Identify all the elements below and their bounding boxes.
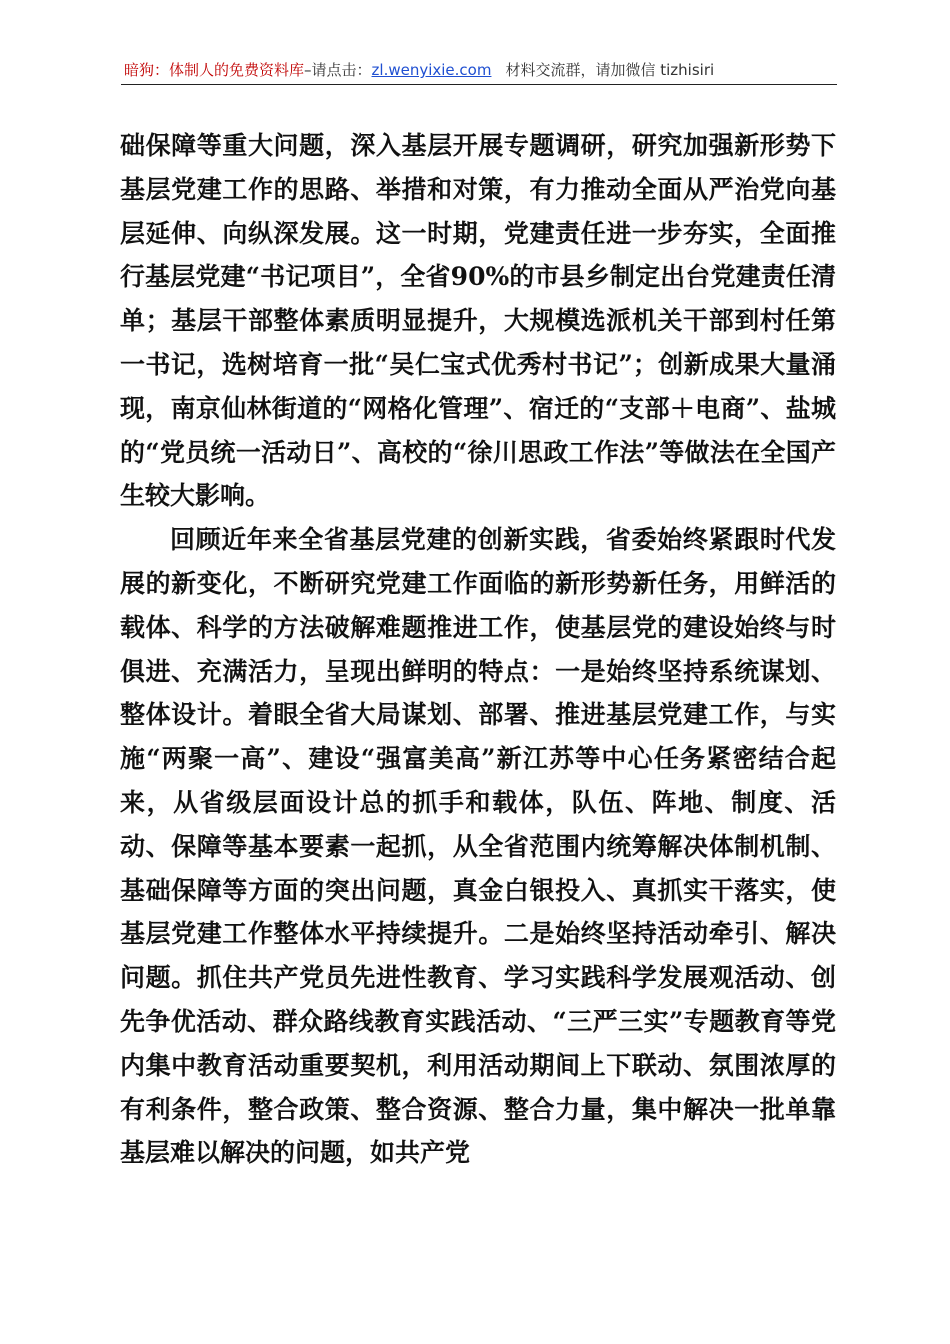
header-link[interactable]: zl.wenyixie.com — [371, 61, 492, 79]
header-prompt: –请点击： — [304, 61, 372, 79]
header-wechat: 材料交流群，请加微信 tizhisiri — [505, 61, 715, 79]
page-header — [124, 58, 836, 82]
paragraph: 回顾近年来全省基层党建的创新实践，省委始终紧跟时代发展的新变化，不断研究党建工作面临的新形势新任务，用鲜活的载体、科学的方法破解难题推进工作，使基层党的建设始终与时俱进、充满活力，呈现出鲜明的特点：一是始终坚持系统谋划、整体设计。着眼全省大局谋划、部署、推进基层党建工作，与实施“两聚一高”、建设“强富美高”新江苏等中心任务紧密结合起来，从省级层面设计总的抓手和载体，队伍、阵地、制度、活动、保障等基本要素一起抓，从全省范围内统筹解决体制机制、基础保障等方面的突出问题，真金白银投入、真抓实干落实，使基层党建工作整体水平持续提升。二是始终坚持活动牵引、解决问题。抓住共产党员先进性教育、学习实践科学发展观活动、创先争优活动、群众路线教育实践活动、“三严三实”专题教育等党内集中教育活动重要契机，利用活动期间上下联动、氛围浓厚的有利条件，整合政策、整合资源、整合力量，集中解决一批单靠基层难以解决的问题，如共产党 — [120, 525, 836, 1168]
document-body — [120, 124, 836, 1175]
header-brand: 暗狗：体制人的免费资料库 — [124, 61, 305, 79]
paragraph-continued: 础保障等重大问题，深入基层开展专题调研，研究加强新形势下基层党建工作的思路、举措和对策，有力推动全面从严治党向基层延伸、向纵深发展。这一时期，党建责任进一步夯实，全面推行基层党建“书记项目”，全省90%的市县乡制定出台党建责任清单；基层干部整体素质明显提升，大规模选派机关干部到村任第一书记，选树培育一批“吴仁宝式优秀村书记”；创新成果大量涌现，南京仙林街道的“网格化管理”、宿迁的“支部＋电商”、盐城的“党员统一活动日”、高校的“徐川思政工作法”等做法在全国产生较大影响。 — [120, 131, 836, 511]
header-divider — [121, 84, 837, 85]
